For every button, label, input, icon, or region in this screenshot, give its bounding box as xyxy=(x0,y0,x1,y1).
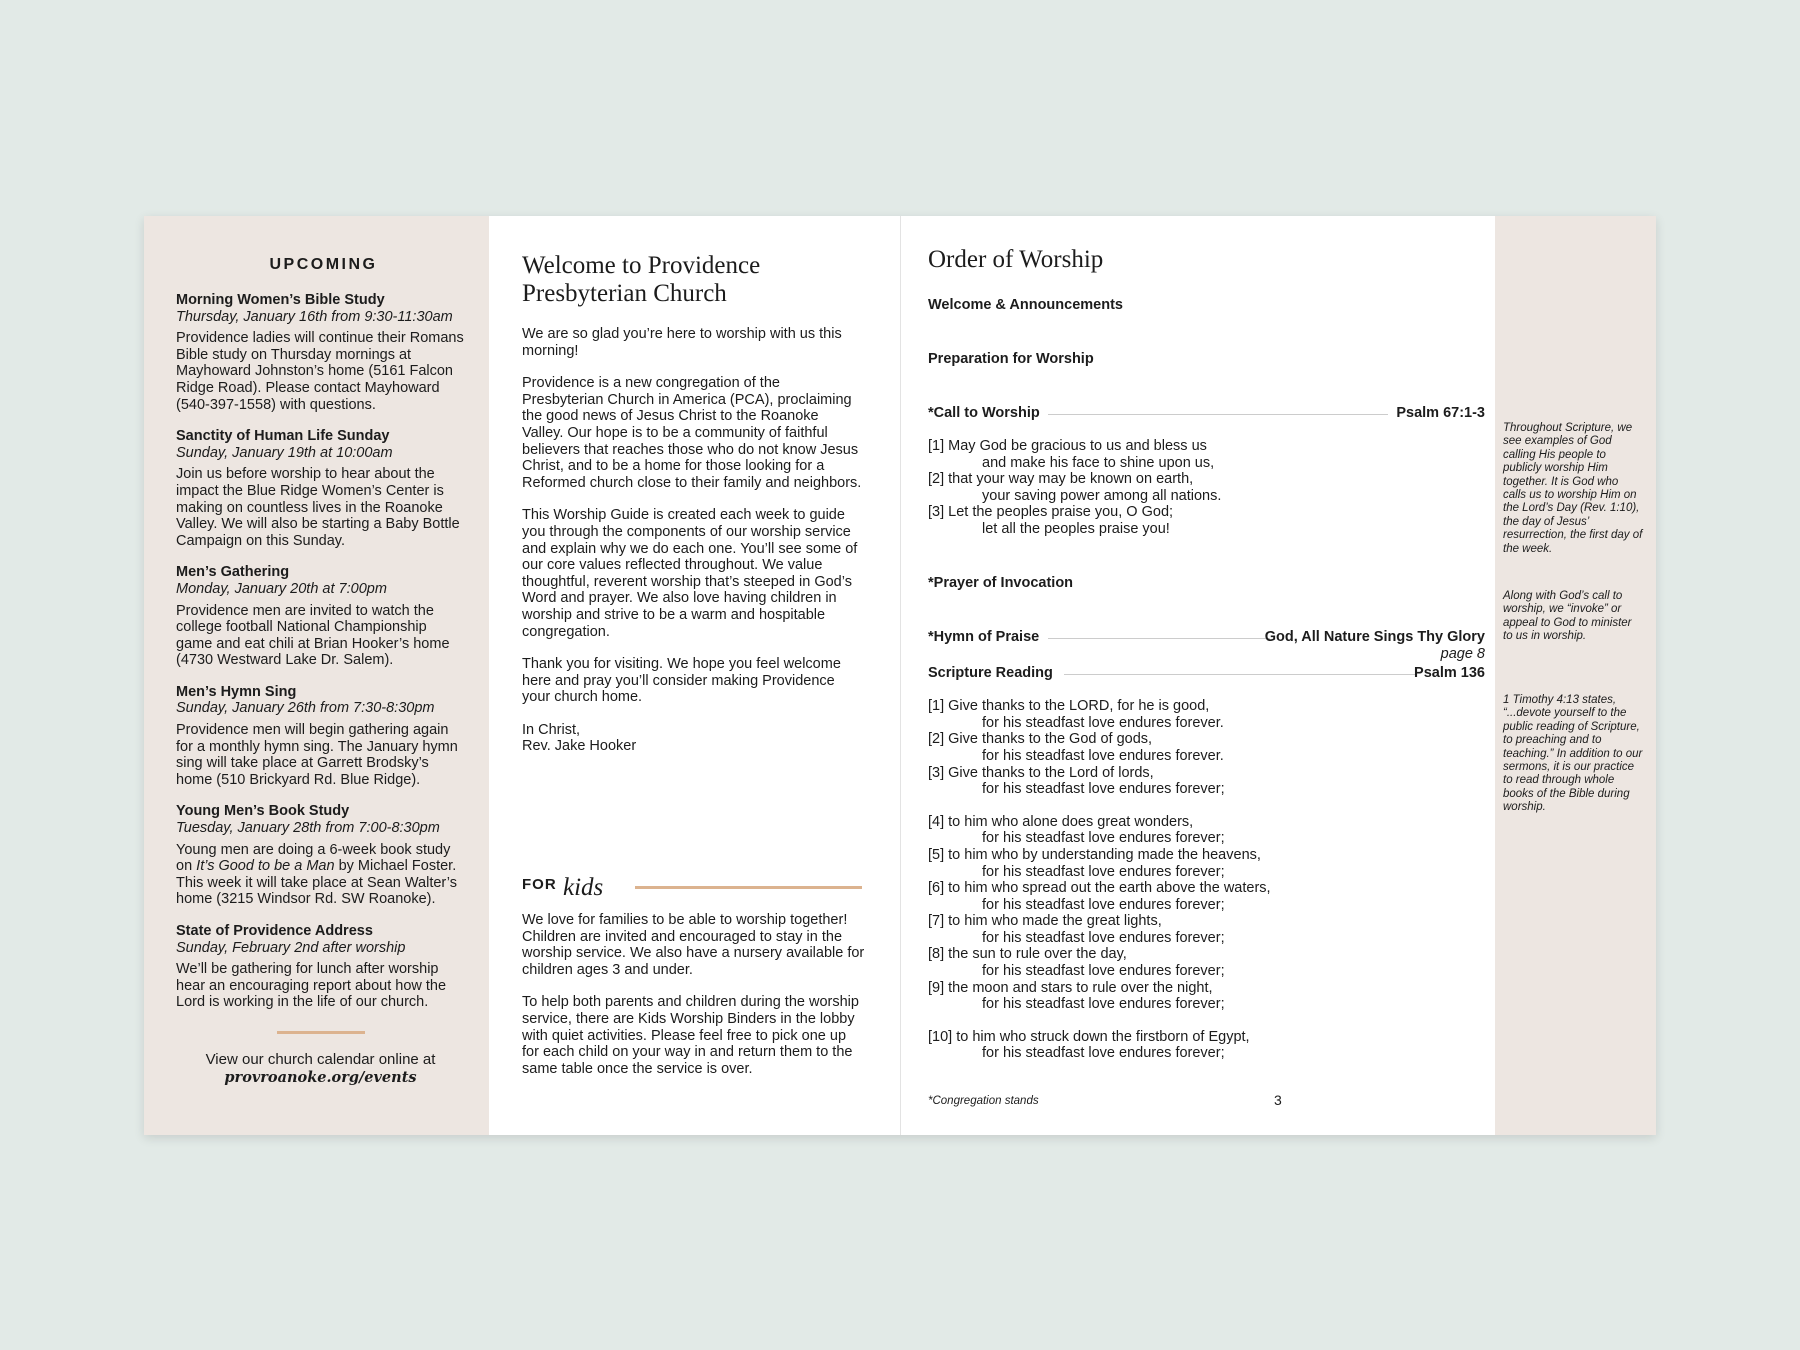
calendar-note xyxy=(176,1051,465,1087)
verse-line: [5] to him who by understanding made the heavens, xyxy=(928,846,1261,863)
verse-line: for his steadfast love endures forever; xyxy=(982,963,1225,980)
order-item-label: Preparation for Worship xyxy=(928,351,1094,367)
verse-line: for his steadfast love endures forever; xyxy=(982,896,1225,913)
verse-line: [6] to him who spread out the earth above the waters, xyxy=(928,880,1271,897)
verse-line: [2] Give thanks to the God of gods, xyxy=(928,731,1153,748)
verse-line: for his steadfast love endures forever; xyxy=(982,1045,1225,1062)
kids-heading xyxy=(522,870,862,902)
order-panel xyxy=(901,216,1495,1135)
signature-block xyxy=(522,722,862,755)
verse-line: for his steadfast love endures forever; xyxy=(982,863,1225,880)
kids-paragraph: We love for families to be able to worship together! Children are invited and encouraged to stay in the worship service. We also have a nursery available for children ages 3 and under. xyxy=(522,912,865,978)
verse-line: [2] that your way may be known on earth, xyxy=(928,471,1194,488)
verse-line: [9] the moon and stars to rule over the night, xyxy=(928,979,1213,996)
kids-heading-for: FOR xyxy=(522,876,557,894)
event-title: Sanctity of Human Life Sunday xyxy=(176,428,390,445)
order-item-label: *Prayer of Invocation xyxy=(928,574,1074,591)
kids-paragraph: To help both parents and children during the worship service, there are Kids Worship Binders in the lobby with quiet activities. Please feel free to pick one up for each child on your way in and return them to the same table once the service is over. xyxy=(522,994,859,1077)
order-item-label: Welcome & Announcements xyxy=(928,297,1123,313)
event-description xyxy=(176,842,465,908)
verse-line: [1] Give thanks to the LORD, for he is good, xyxy=(928,698,1210,715)
verse-line: [7] to him who made the great lights, xyxy=(928,913,1162,930)
welcome-paragraph: Thank you for visiting. We hope you feel welcome here and pray you’ll consider making Providence your church home. xyxy=(522,656,841,706)
verse-line: for his steadfast love endures forever; xyxy=(982,929,1225,946)
event-title: State of Providence Address xyxy=(176,923,373,939)
event-when: Tuesday, January 28th from 7:00-8:30pm xyxy=(176,820,440,837)
event-description: Providence ladies will continue their Romans Bible study on Thursday mornings at Mayhoward Johnston’s home (5161 Falcon Ridge Road). Please contact Mayhoward (540-397-1558) with questions. xyxy=(176,330,464,413)
verse-line: and make his face to shine upon us, xyxy=(982,454,1215,471)
hymn-title: God, All Nature Sings Thy Glory xyxy=(1264,628,1485,645)
accent-divider xyxy=(635,886,862,889)
event-when: Monday, January 20th at 7:00pm xyxy=(176,580,387,597)
event-description: Providence men are invited to watch the college football National Championship game and eat chili at Brian Hooker’s home (4730 Westward Lake Dr. Salem). xyxy=(176,602,450,669)
order-item-welcome xyxy=(928,297,1495,314)
event-when: Sunday, January 19th at 10:00am xyxy=(176,444,393,461)
verse-line: for his steadfast love endures forever; xyxy=(982,781,1225,798)
kids-section xyxy=(522,912,865,1093)
order-item-preparation xyxy=(928,351,1495,368)
event-when: Sunday, January 26th from 7:30-8:30pm xyxy=(176,700,435,717)
upcoming-title: UPCOMING xyxy=(269,256,378,273)
sidebar-note: Along with God’s call to worship, we “invoke” or appeal to God to minister to us in worship. xyxy=(1503,590,1632,643)
verse-line: [1] May God be gracious to us and bless us xyxy=(928,438,1207,454)
order-item-label: Scripture Reading xyxy=(928,665,1053,682)
event-description-end: by Michael Foster. This week it will take place at Sean Walter’s home (3215 Windsor Rd. SW Roanoke). xyxy=(176,858,457,908)
event-description: Providence men will begin gathering again for a monthly hymn sing. The January hymn sing will take place at Garrett Brodsky’s home (510 Brickyard Rd. Blue Ridge). xyxy=(176,722,458,788)
event-item xyxy=(176,564,465,669)
event-when: Thursday, January 16th from 9:30-11:30am xyxy=(176,308,453,325)
closing: In Christ, xyxy=(522,721,581,738)
order-item-reference: Psalm 136 xyxy=(1414,665,1485,682)
notes-panel xyxy=(1495,216,1656,1135)
welcome-paragraph: This Worship Guide is created each week to guide you through the components of our worship service and explain why we do each one. You’ll see some of our core values reflected throughout. We value thoughtful, reverent worship that’s steeped in God’s Word and prayer. We also love having children in worship and strive to be a warm and hospitable congregation. xyxy=(522,507,858,640)
calendar-link[interactable]: provroanoke.org/events xyxy=(224,1068,417,1086)
verse-line: [3] Let the peoples praise you, O God; xyxy=(928,504,1174,521)
scripture-text xyxy=(928,698,1495,1062)
welcome-title: Welcome to Providence Presbyterian Church xyxy=(522,252,761,307)
verse-line: [8] the sun to rule over the day, xyxy=(928,946,1127,963)
footnote: *Congregation stands xyxy=(928,1095,1039,1107)
event-item xyxy=(176,923,465,1011)
event-item xyxy=(176,684,465,789)
accent-divider xyxy=(277,1031,365,1034)
event-when: Sunday, February 2nd after worship xyxy=(176,939,406,956)
leader-line xyxy=(1064,674,1415,675)
hymn-page: page 8 xyxy=(1440,645,1485,662)
event-item xyxy=(176,292,465,413)
order-item-invocation xyxy=(928,575,1495,592)
event-item xyxy=(176,428,465,549)
sidebar-note: Throughout Scripture, we see examples of God calling His people to publicly worship Him together. It is God who calls us to worship Him on the Lord’s Day (Rev. 1:10), the day of Jesus’ resurrection, the first day of the week. xyxy=(1503,422,1643,555)
sidebar-note: 1 Timothy 4:13 states, “...devote yourself to the public reading of Scripture, to preaching and to teaching.” In addition to our sermons, it is our practice to read through whole books of the Bible during worship. xyxy=(1503,694,1643,814)
order-item-label: *Hymn of Praise xyxy=(928,628,1040,645)
event-title: Morning Women’s Bible Study xyxy=(176,292,385,308)
verse-line: for his steadfast love endures forever; xyxy=(982,996,1225,1013)
welcome-panel xyxy=(489,216,900,1135)
verse-line: for his steadfast love endures forever; xyxy=(982,830,1225,847)
event-title: Men’s Hymn Sing xyxy=(176,683,297,700)
book-title: It’s Good to be a Man xyxy=(196,858,335,875)
order-item-scripture xyxy=(928,665,1495,682)
event-title: Men’s Gathering xyxy=(176,564,290,581)
event-description-start: Young men are doing a 6-week book study on xyxy=(176,841,451,875)
order-item-hymn xyxy=(928,629,1495,646)
verse-line: [4] to him who alone does great wonders, xyxy=(928,813,1194,830)
signature: Rev. Jake Hooker xyxy=(522,738,637,755)
page-number: 3 xyxy=(1274,1092,1282,1108)
welcome-paragraph: Providence is a new congregation of the Presbyterian Church in America (PCA), proclaiming the good news of Jesus Christ to the Roanoke Valley. Our hope is to be a community of faithful believers that reaches those who do not know Jesus Christ, and to be a home for those looking for a Reformed church close to their family and neighbors. xyxy=(522,375,862,491)
leader-line xyxy=(1048,638,1270,639)
verse-line: for his steadfast love endures forever. xyxy=(982,747,1224,764)
welcome-paragraph: We are so glad you’re here to worship with us this morning! xyxy=(522,326,842,359)
order-title: Order of Worship xyxy=(928,246,1104,273)
upcoming-panel xyxy=(144,216,489,1135)
order-item-call xyxy=(928,405,1495,422)
order-item-reference: Psalm 67:1-3 xyxy=(1396,405,1485,421)
verse-line: [10] to him who struck down the firstborn of Egypt, xyxy=(928,1028,1250,1045)
event-title: Young Men’s Book Study xyxy=(176,803,350,820)
verse-line: [3] Give thanks to the Lord of lords, xyxy=(928,764,1154,781)
leader-line xyxy=(1048,414,1388,415)
call-to-worship-text xyxy=(928,438,1495,538)
order-item-label: *Call to Worship xyxy=(928,405,1040,421)
event-description: We’ll be gathering for lunch after worship hear an encouraging report about how the Lord is working in the life of our church. xyxy=(176,961,447,1011)
calendar-text: View our church calendar online at xyxy=(205,1050,436,1068)
bulletin-spread xyxy=(144,216,1656,1135)
event-item xyxy=(176,803,465,908)
verse-line: for his steadfast love endures forever. xyxy=(982,714,1224,731)
verse-line: let all the peoples praise you! xyxy=(982,520,1170,537)
event-description: Join us before worship to hear about the impact the Blue Ridge Women’s Center is making on countless lives in the Roanoke Valley. We will also be starting a Baby Bottle Campaign on this Sunday. xyxy=(176,466,460,549)
kids-heading-kids: kids xyxy=(563,874,604,902)
verse-line: your saving power among all nations. xyxy=(982,487,1222,504)
